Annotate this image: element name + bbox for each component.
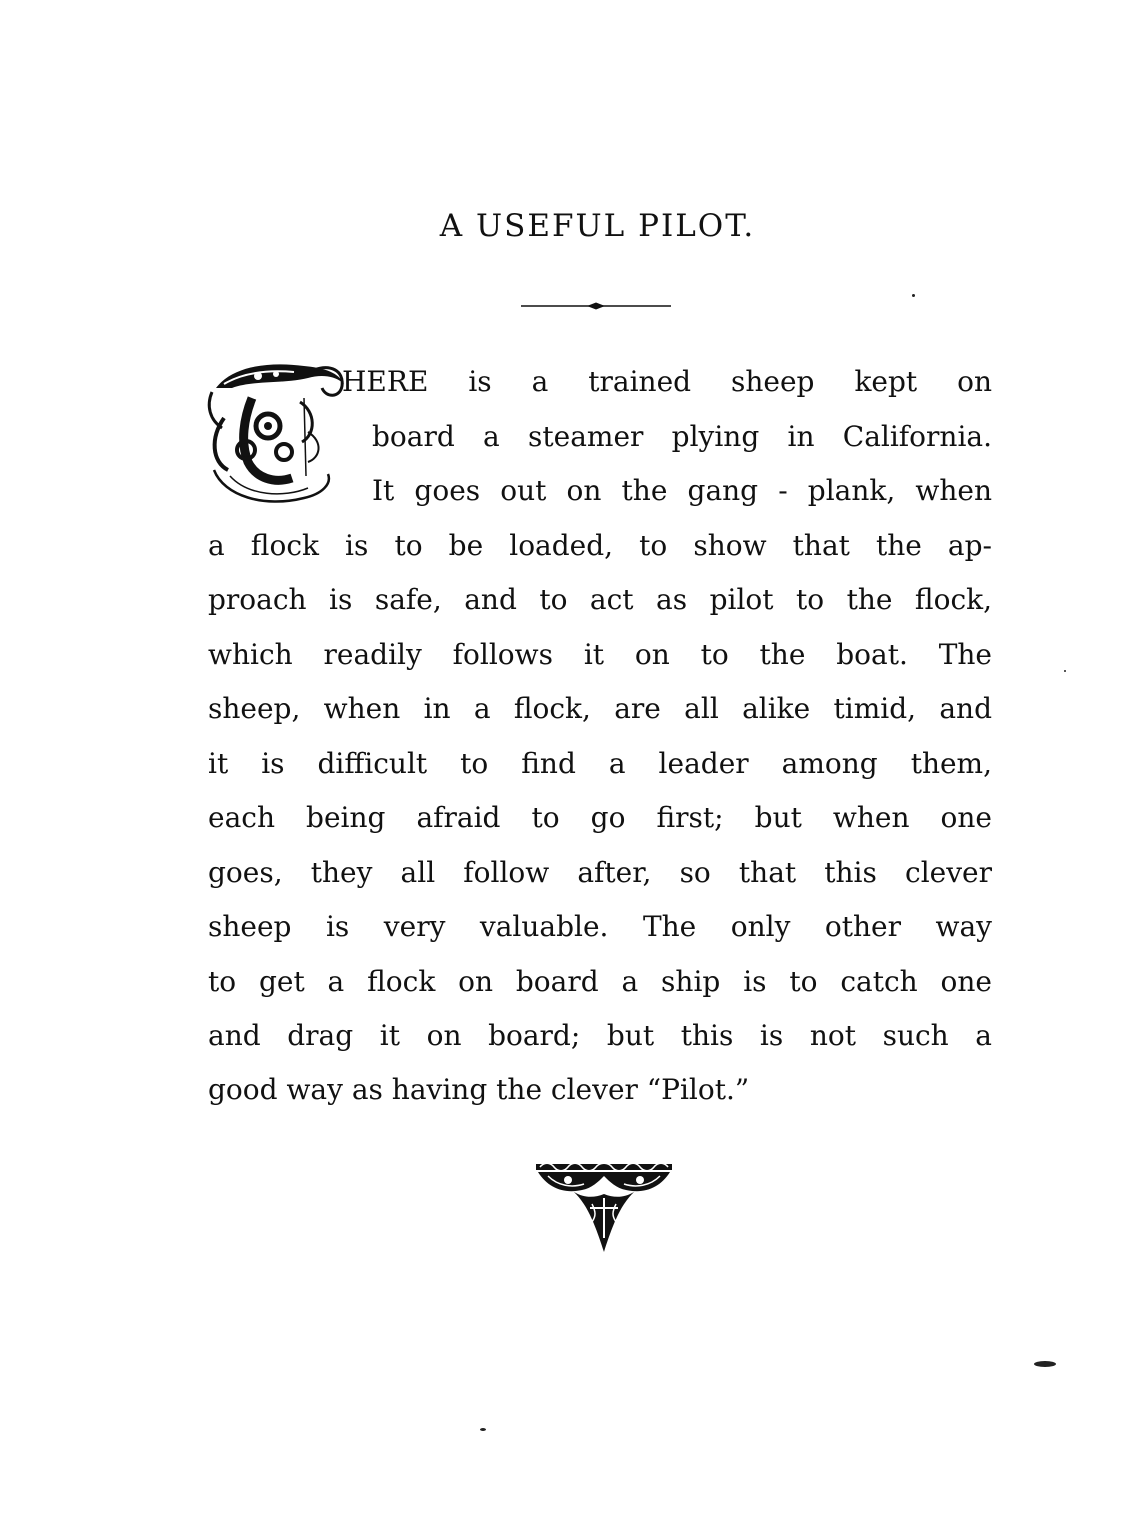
paper-speck (480, 1428, 486, 1431)
text-line-9: each being afraid to go first; but when one (208, 801, 992, 834)
paper-speck (1064, 670, 1066, 672)
ornamental-drop-cap-t (204, 358, 350, 510)
text-line-3: It goes out on the gang - plank, when (372, 474, 992, 507)
text-line-8: it is difficult to find a leader among them, (208, 747, 992, 780)
text-line-4: a flock is to be loaded, to show that the ap- (208, 529, 992, 562)
text-line-11: sheep is very valuable. The only other way (208, 910, 992, 943)
paper-speck (912, 294, 915, 297)
text-line-6: which readily follows it on to the boat. The (208, 638, 992, 671)
text-line-5: proach is safe, and to act as pilot to the flock, (208, 583, 992, 616)
text-line-14: good way as having the clever “Pilot.” (208, 1073, 750, 1106)
text-line-7: sheep, when in a flock, are all alike timid, and (208, 692, 992, 725)
text-line-13: and drag it on board; but this is not such a (208, 1019, 992, 1052)
ornamental-tailpiece (534, 1158, 674, 1254)
page-title: A USEFUL PILOT. (439, 208, 756, 244)
title-divider-rule (521, 300, 671, 312)
text-line-12: to get a flock on board a ship is to catch one (208, 965, 992, 998)
paper-speck (1034, 1361, 1056, 1367)
text-line-2: board a steamer plying in California. (372, 420, 992, 453)
text-line-1: HERE is a trained sheep kept on (342, 365, 992, 398)
text-line-10: goes, they all follow after, so that this clever (208, 856, 992, 889)
